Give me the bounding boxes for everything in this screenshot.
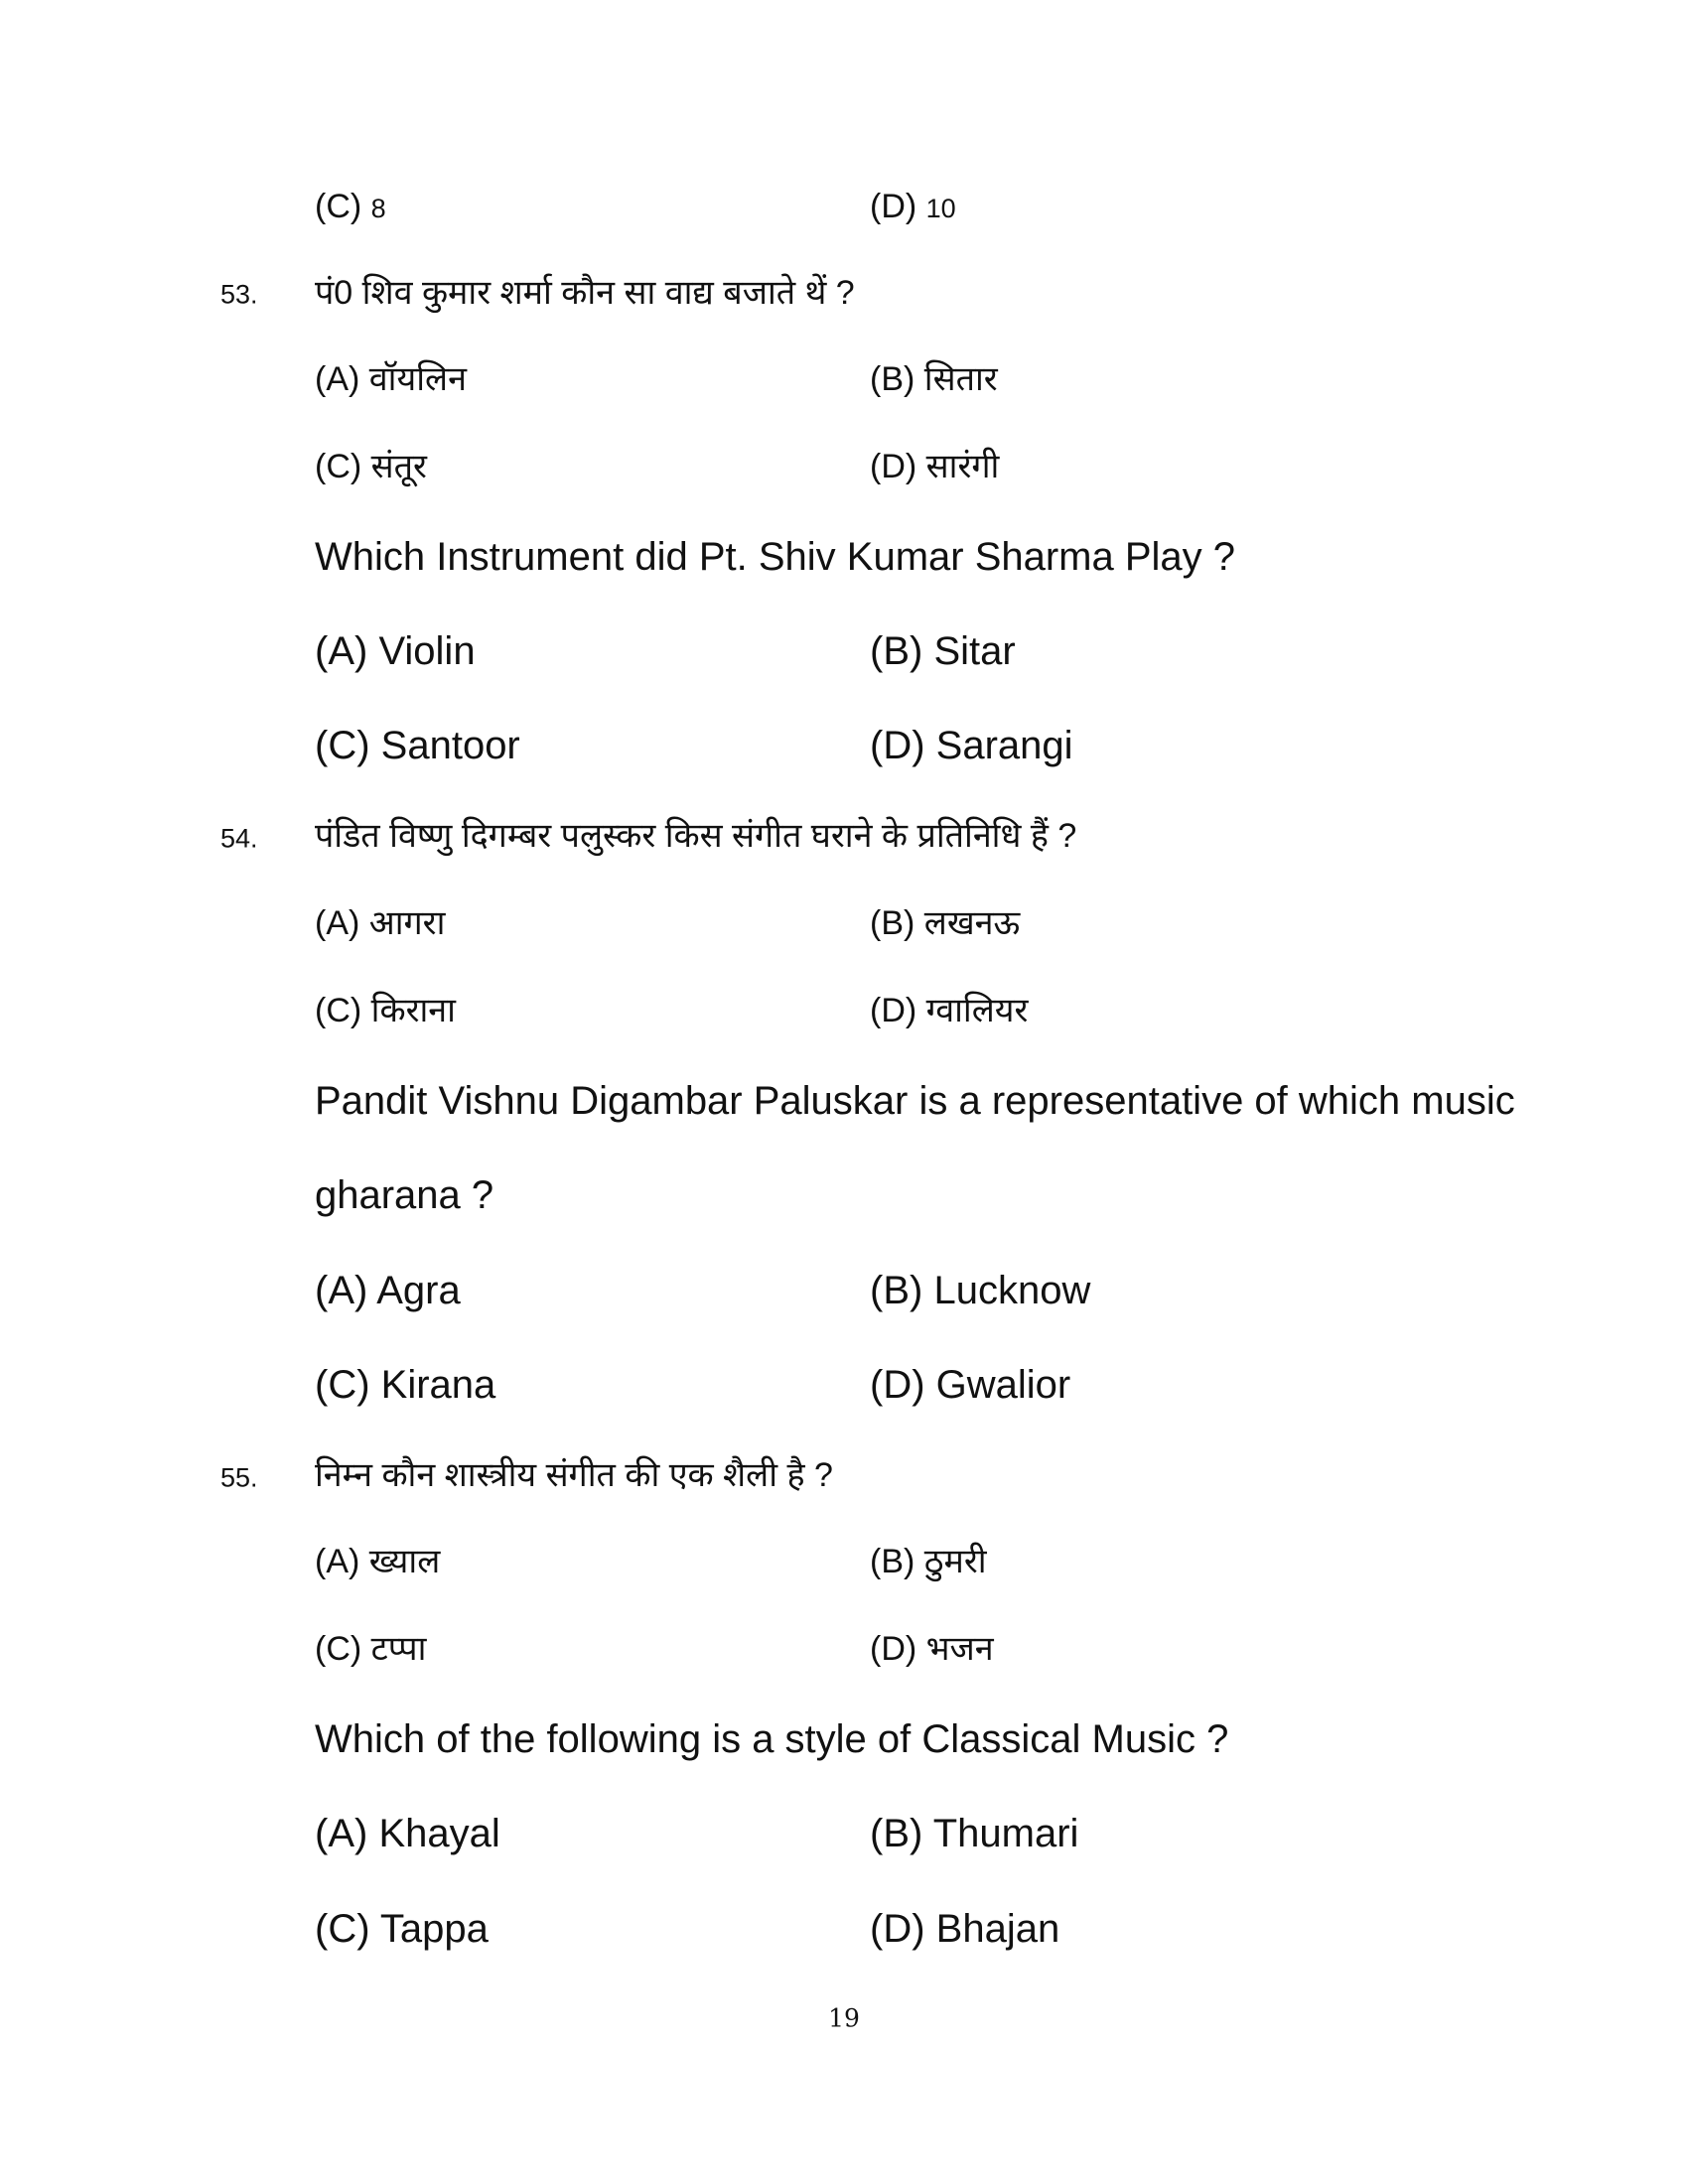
option-text: वॉयलिन (368, 360, 467, 398)
question-54-english-line-1: Pandit Vishnu Digambar Paluskar is a representative of which music (315, 1079, 1515, 1123)
q55-english-option-c (315, 1909, 489, 1949)
option-label: (D) (870, 1907, 925, 1951)
q53-english-option-b (870, 631, 1016, 671)
option-text: ख्याल (368, 1543, 441, 1580)
option-text: 10 (925, 194, 956, 223)
q55-english-option-d (870, 1909, 1059, 1949)
option-label: (D) (870, 448, 917, 485)
option-text: Tappa (379, 1907, 489, 1951)
option-text: संतूर (370, 448, 427, 485)
option-label: (B) (870, 629, 923, 673)
q53-hindi-option-a (315, 362, 467, 396)
q54-english-option-b (870, 1271, 1090, 1310)
option-label: (B) (870, 1812, 923, 1855)
question-53-english: Which Instrument did Pt. Shiv Kumar Sharma Play ? (315, 535, 1236, 579)
option-text: आगरा (368, 904, 446, 942)
option-text: Lucknow (933, 1269, 1091, 1312)
question-53-hindi: पं0 शिव कुमार शर्मा कौन सा वाद्य बजाते थें ? (315, 274, 855, 312)
option-text: ठुमरी (923, 1543, 987, 1580)
q54-hindi-option-d (870, 994, 1028, 1027)
option-text: सारंगी (925, 448, 1000, 485)
option-label: (A) (315, 360, 360, 398)
q54-hindi-option-b (870, 906, 1020, 940)
option-text: Santoor (380, 724, 520, 767)
option-text: लखनऊ (923, 904, 1021, 942)
question-number-53: 53. (220, 279, 258, 310)
option-label: (A) (315, 629, 368, 673)
q54-english-option-d (870, 1365, 1070, 1405)
option-label: (D) (870, 188, 917, 225)
option-label: (C) (315, 448, 362, 485)
option-text: Violin (378, 629, 476, 673)
q53-hindi-option-c (315, 450, 427, 483)
q55-hindi-option-b (870, 1545, 987, 1578)
q54-hindi-option-c (315, 994, 456, 1027)
question-54-english-line-2: gharana ? (315, 1173, 494, 1217)
option-label: (D) (870, 992, 917, 1029)
question-55-hindi: निम्न कौन शास्त्रीय संगीत की एक शैली है ? (315, 1456, 833, 1494)
option-text: ग्वालियर (925, 992, 1029, 1029)
option-text: सितार (923, 360, 998, 398)
q55-english-option-a (315, 1814, 500, 1853)
q55-hindi-option-d (870, 1632, 994, 1666)
option-label: (D) (870, 724, 925, 767)
page-number: 19 (828, 2003, 860, 2033)
option-text: भजन (925, 1630, 994, 1668)
option-text: Sitar (933, 629, 1016, 673)
option-label: (B) (870, 1269, 923, 1312)
option-label: (A) (315, 1269, 368, 1312)
q53-english-option-a (315, 631, 476, 671)
q53-english-option-d (870, 726, 1073, 765)
option-label: (C) (315, 1630, 362, 1668)
q53-english-option-c (315, 726, 520, 765)
option-label: (C) (315, 992, 362, 1029)
option-label: (C) (315, 1363, 370, 1407)
option-label: (B) (870, 904, 915, 942)
option-text: Thumari (932, 1812, 1079, 1855)
option-text: Gwalior (935, 1363, 1071, 1407)
option-c-q52 (315, 190, 386, 223)
option-d-q52 (870, 190, 956, 223)
q53-hindi-option-d (870, 450, 999, 483)
q55-english-option-b (870, 1814, 1078, 1853)
option-text: Kirana (380, 1363, 496, 1407)
option-label: (B) (870, 1543, 915, 1580)
q55-hindi-option-a (315, 1545, 440, 1578)
question-55-english: Which of the following is a style of Classical Music ? (315, 1717, 1229, 1761)
question-number-54: 54. (220, 823, 258, 854)
q53-hindi-option-b (870, 362, 998, 396)
option-label: (A) (315, 1812, 368, 1855)
option-label: (A) (315, 1543, 360, 1580)
option-label: (A) (315, 904, 360, 942)
question-number-55: 55. (220, 1462, 258, 1493)
option-label: (C) (315, 188, 362, 225)
option-text: Khayal (378, 1812, 500, 1855)
option-label: (D) (870, 1630, 917, 1668)
q54-english-option-a (315, 1271, 461, 1310)
option-label: (D) (870, 1363, 925, 1407)
option-label: (C) (315, 1907, 370, 1951)
q54-english-option-c (315, 1365, 495, 1405)
question-54-hindi: पंडित विष्णु दिगम्बर पलुस्कर किस संगीत घराने के प्रतिनिधि हैं ? (315, 817, 1077, 855)
option-label: (B) (870, 360, 915, 398)
option-text: 8 (370, 194, 386, 223)
option-text: किराना (370, 992, 456, 1029)
option-text: Sarangi (935, 724, 1073, 767)
q54-hindi-option-a (315, 906, 445, 940)
q55-hindi-option-c (315, 1632, 426, 1666)
option-label: (C) (315, 724, 370, 767)
option-text: टप्पा (370, 1630, 427, 1668)
option-text: Bhajan (935, 1907, 1060, 1951)
option-text: Agra (376, 1269, 461, 1312)
